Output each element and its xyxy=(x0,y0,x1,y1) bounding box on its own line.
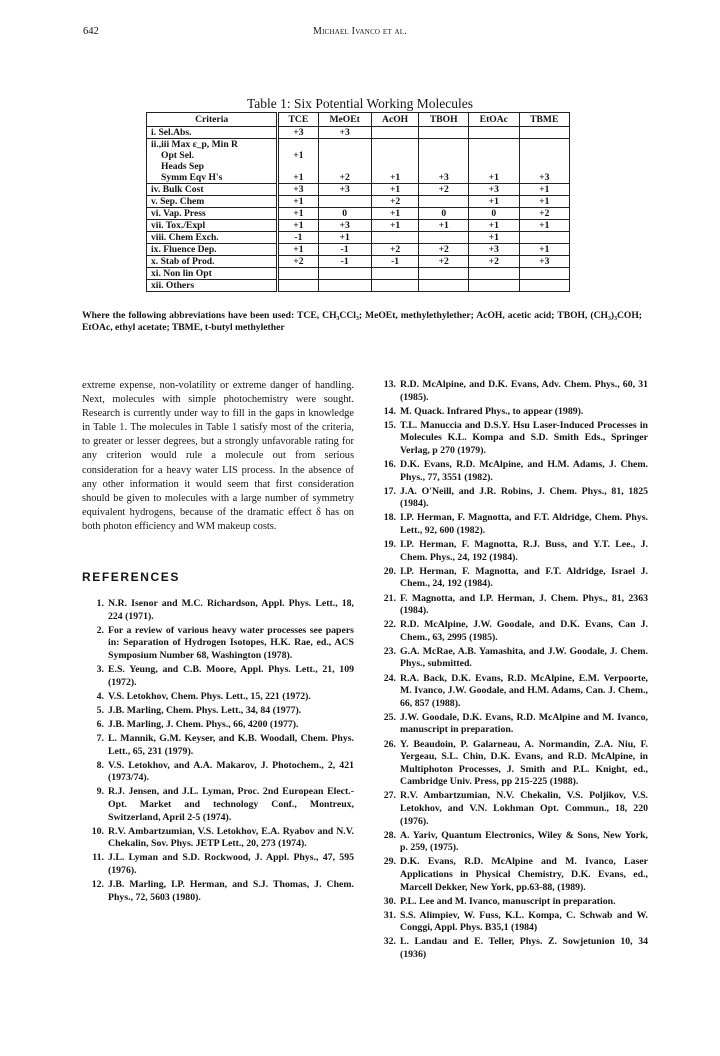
reference-text: V.S. Letokhov, Chem. Phys. Lett., 15, 221 (1972). xyxy=(108,690,311,702)
value-cell xyxy=(519,127,569,139)
value-cell: +3 xyxy=(318,184,371,196)
reference-number: 24. xyxy=(383,672,396,684)
value-cell xyxy=(519,268,569,280)
table-row xyxy=(147,208,570,220)
value-cell: +1 xyxy=(419,220,469,232)
value-cell xyxy=(278,280,318,292)
value-cell xyxy=(469,161,519,172)
value-cell: +3 xyxy=(318,220,371,232)
table-row xyxy=(147,127,570,139)
left-column xyxy=(82,379,354,906)
reference-item xyxy=(374,486,648,511)
reference-number: 20. xyxy=(383,565,396,577)
value-cell xyxy=(371,139,419,151)
value-cell: +3 xyxy=(519,172,569,184)
reference-item xyxy=(82,879,354,904)
body-paragraph: extreme expense, non-volatility or extreme danger of handling. Next, molecules with simple photochemistry were sought. Research is currently under way to fill in the gaps in knowledge in Table 1. The molecules in Table 1 satisfy most of the criteria, to greater or lesser degrees, but a strongly unfavorable rating for any criterion would rule a molecule out from serious consideration for a heavy water LIS process. In the absence of any other information it would seem that first consideration should be given to molecules with a large number of symmetry equivalent hydrogens, because of the dramatic effect δ has on both photon efficiency and WM makeup costs. xyxy=(82,380,354,532)
table-row xyxy=(147,268,570,280)
reference-number: 23. xyxy=(383,645,396,657)
reference-text: L. Mannik, G.M. Keyser, and K.B. Woodall, Chem. Phys. Lett., 65, 231 (1979). xyxy=(108,733,354,757)
value-cell: +2 xyxy=(519,208,569,220)
reference-number: 28. xyxy=(383,829,396,841)
reference-text: J.W. Goodale, D.K. Evans, R.D. McAlpine and M. Ivanco, manuscript in preparation. xyxy=(400,711,648,736)
reference-item xyxy=(374,896,648,909)
value-cell: +2 xyxy=(419,244,469,256)
reference-text: Y. Beaudoin, P. Galarneau, A. Normandin, Z.A. Niu, F. Yergeau, S.L. Chin, D.K. Evans, and R.D. McAlpine, in Multiphoton Processes, J. Smith and P.L. Knight, ed., Cambridge Univ. Press, pp 215-225 (1988). xyxy=(400,738,648,788)
value-cell xyxy=(371,268,419,280)
criteria-cell: vii. Tox./Expl xyxy=(147,220,278,232)
reference-text: G.A. McRae, A.B. Yamashita, and J.W. Goodale, J. Chem. Phys., submitted. xyxy=(400,645,648,670)
reference-text: I.P. Herman, F. Magnotta, and F.T. Aldridge, Chem. Phys. Lett., 92, 600 (1982). xyxy=(400,512,648,537)
reference-item xyxy=(82,852,354,877)
reference-item xyxy=(374,539,648,564)
table-row xyxy=(147,256,570,268)
reference-number: 25. xyxy=(383,711,396,723)
value-cell: +3 xyxy=(278,184,318,196)
value-cell: -1 xyxy=(278,232,318,244)
value-cell xyxy=(278,139,318,151)
table-header-row xyxy=(147,113,570,127)
reference-item xyxy=(82,705,354,718)
criteria-cell: Opt Sel. xyxy=(147,150,278,161)
value-cell: +3 xyxy=(318,127,371,139)
value-cell: +1 xyxy=(278,196,318,208)
value-cell: +2 xyxy=(371,196,419,208)
table-row xyxy=(147,172,570,184)
reference-number: 32. xyxy=(383,936,396,948)
value-cell xyxy=(318,150,371,161)
page-number: 642 xyxy=(83,26,99,37)
value-cell: +1 xyxy=(371,172,419,184)
reference-item xyxy=(374,459,648,484)
reference-item xyxy=(374,739,648,789)
reference-item xyxy=(82,826,354,851)
value-cell: +1 xyxy=(519,196,569,208)
value-cell: 0 xyxy=(469,208,519,220)
column-header: AcOH xyxy=(371,113,419,127)
reference-text: R.V. Ambartzumian, V.S. Letokhov, E.A. Ryabov and N.V. Chekalin, Sov. Phys. JETP Lett., 20, 273 (1974). xyxy=(108,825,354,850)
column-header: TBME xyxy=(519,113,569,127)
reference-number: 1. xyxy=(96,598,104,610)
reference-text: E.S. Yeung, and C.B. Moore, Appl. Phys. Lett., 21, 109 (1972). xyxy=(108,664,354,688)
reference-item xyxy=(82,760,354,785)
value-cell: +1 xyxy=(371,220,419,232)
value-cell xyxy=(278,268,318,280)
reference-text: R.D. McAlpine, and D.K. Evans, Adv. Chem. Phys., 60, 31 (1985). xyxy=(400,379,648,403)
reference-number: 6. xyxy=(96,718,104,730)
value-cell: +2 xyxy=(469,256,519,268)
value-cell: +1 xyxy=(469,232,519,244)
table-row xyxy=(147,232,570,244)
criteria-cell: x. Stab of Prod. xyxy=(147,256,278,268)
value-cell xyxy=(371,150,419,161)
reference-text: D.K. Evans, R.D. McAlpine and M. Ivanco, Laser Applications in Physical Chemistry, D.K. Evans, ed., Marcell Dekker, New York, pp.63-88, (1989). xyxy=(400,856,648,893)
reference-text: I.P. Herman, F. Magnotta, and F.T. Aldridge, Israel J. Chem., 24, 192 (1984). xyxy=(400,565,648,590)
criteria-table xyxy=(146,112,570,292)
reference-text: J.B. Marling, I.P. Herman, and S.J. Thomas, J. Chem. Phys., 72, 5603 (1980). xyxy=(108,879,354,903)
table-row xyxy=(147,184,570,196)
reference-item xyxy=(374,830,648,855)
reference-item xyxy=(374,566,648,591)
reference-number: 2. xyxy=(96,624,104,636)
criteria-cell: vi. Vap. Press xyxy=(147,208,278,220)
value-cell xyxy=(318,196,371,208)
reference-text: F. Magnotta, and I.P. Herman, J. Chem. Phys., 81, 2363 (1984). xyxy=(400,592,648,617)
column-header: EtOAc xyxy=(469,113,519,127)
reference-item xyxy=(82,719,354,732)
reference-number: 15. xyxy=(383,419,396,431)
reference-list-left xyxy=(82,598,354,904)
value-cell: +1 xyxy=(278,172,318,184)
reference-number: 26. xyxy=(383,738,396,750)
table-footnote: Where the following abbreviations have been used: TCE, CH₃CCl₃; MeOEt, methylethylether; AcOH, acetic acid; TBOH, (CH₃)₃COH; EtOAc, ethyl acetate; TBME, t-butyl methylether xyxy=(82,310,642,333)
reference-number: 18. xyxy=(383,512,396,524)
value-cell: +3 xyxy=(419,172,469,184)
reference-text: V.S. Letokhov, and A.A. Makarov, J. Photochem., 2, 421 (1973/74). xyxy=(108,759,354,784)
value-cell: +1 xyxy=(278,150,318,161)
value-cell: +1 xyxy=(278,208,318,220)
table-body xyxy=(147,127,570,292)
criteria-cell: v. Sep. Chem xyxy=(147,196,278,208)
reference-list-right xyxy=(374,379,648,962)
table-row xyxy=(147,150,570,161)
reference-text: P.L. Lee and M. Ivanco, manuscript in preparation. xyxy=(400,895,616,907)
value-cell: +1 xyxy=(371,184,419,196)
reference-number: 4. xyxy=(96,690,104,702)
reference-text: M. Quack. Infrared Phys., to appear (1989). xyxy=(400,405,584,417)
reference-number: 27. xyxy=(383,790,396,802)
reference-item xyxy=(82,733,354,758)
reference-number: 22. xyxy=(383,619,396,631)
value-cell xyxy=(318,139,371,151)
column-header: TBOH xyxy=(419,113,469,127)
reference-item xyxy=(374,379,648,404)
value-cell: +1 xyxy=(318,232,371,244)
value-cell xyxy=(419,280,469,292)
reference-text: A. Yariv, Quantum Electronics, Wiley & Sons, New York, p. 259, (1975). xyxy=(400,829,648,854)
criteria-cell: xii. Others xyxy=(147,280,278,292)
value-cell: +1 xyxy=(371,208,419,220)
reference-item xyxy=(374,936,648,961)
criteria-cell: viii. Chem Exch. xyxy=(147,232,278,244)
value-cell xyxy=(519,139,569,151)
value-cell: 0 xyxy=(419,208,469,220)
value-cell xyxy=(469,268,519,280)
value-cell: +1 xyxy=(469,220,519,232)
reference-item xyxy=(374,790,648,828)
reference-number: 29. xyxy=(383,856,396,868)
value-cell: -1 xyxy=(318,244,371,256)
table-row xyxy=(147,244,570,256)
value-cell xyxy=(419,161,469,172)
reference-text: N.R. Isenor and M.C. Richardson, Appl. Phys. Lett., 18, 224 (1971). xyxy=(108,598,354,622)
value-cell: +1 xyxy=(278,220,318,232)
running-head: Michael Ivanco et al. xyxy=(313,26,407,37)
reference-item xyxy=(82,691,354,704)
criteria-cell: iv. Bulk Cost xyxy=(147,184,278,196)
value-cell: -1 xyxy=(318,256,371,268)
reference-number: 17. xyxy=(383,485,396,497)
criteria-cell: ix. Fluence Dep. xyxy=(147,244,278,256)
reference-text: For a review of various heavy water processes see papers in: Separation of Hydrogen Isotopes, H.K. Rae, ed., ACS Symposium Number 68, Washington (1978). xyxy=(108,624,354,661)
value-cell xyxy=(519,280,569,292)
value-cell xyxy=(419,268,469,280)
value-cell: +1 xyxy=(278,244,318,256)
reference-text: J.B. Marling, J. Chem. Phys., 66, 4200 (1977). xyxy=(108,718,299,730)
criteria-cell: xi. Non lin Opt xyxy=(147,268,278,280)
reference-number: 7. xyxy=(96,733,104,745)
reference-number: 30. xyxy=(383,895,396,907)
reference-item xyxy=(374,420,648,458)
reference-number: 8. xyxy=(96,759,104,771)
value-cell: +3 xyxy=(278,127,318,139)
reference-text: S.S. Alimpiev, W. Fuss, K.L. Kompa, C. Schwab and W. Conggi, Appl. Phys. B35,1 (1984) xyxy=(400,909,648,934)
reference-text: T.L. Manuccia and D.S.Y. Hsu Laser-Induced Processes in Molecules K.L. Kompa and S.D. Smith Eds., Springer Verlag, p 270 (1979). xyxy=(400,419,648,456)
reference-item xyxy=(374,593,648,618)
criteria-cell: i. Sel.Abs. xyxy=(147,127,278,139)
reference-item xyxy=(374,856,648,894)
value-cell: +2 xyxy=(371,244,419,256)
value-cell xyxy=(371,127,419,139)
reference-item xyxy=(374,673,648,711)
reference-number: 11. xyxy=(92,852,104,864)
column-header-criteria: Criteria xyxy=(147,113,278,127)
reference-number: 19. xyxy=(383,539,396,551)
reference-text: R.A. Back, D.K. Evans, R.D. McAlpine, E.M. Verpoorte, M. Ivanco, J.W. Goodale, and H.M. Adams, Can. J. Chem., 66, 857 (1988). xyxy=(400,672,648,709)
value-cell: +2 xyxy=(419,184,469,196)
value-cell xyxy=(318,280,371,292)
table-caption: Table 1: Six Potential Working Molecules xyxy=(246,96,474,111)
reference-number: 31. xyxy=(383,909,396,921)
value-cell xyxy=(519,161,569,172)
reference-number: 16. xyxy=(383,459,396,471)
value-cell xyxy=(371,232,419,244)
value-cell xyxy=(469,127,519,139)
column-header: TCE xyxy=(278,113,318,127)
value-cell xyxy=(469,139,519,151)
reference-text: R.J. Jensen, and J.L. Lyman, Proc. 2nd European Elect.-Opt. Market and technology Conf., Montreux, Switzerland, April 2-5 (1974). xyxy=(108,786,354,823)
value-cell xyxy=(419,150,469,161)
reference-text: J.A. O'Neill, and J.R. Robins, J. Chem. Phys., 81, 1825 (1984). xyxy=(400,485,648,510)
reference-item xyxy=(374,512,648,537)
reference-text: R.V. Ambartzumian, N.V. Chekalin, V.S. Poljikov, V.S. Letokhov, and V.N. Lokhman Opt. Commun., 18, 220 (1976). xyxy=(400,790,648,827)
criteria-cell: Symm Eqv H's xyxy=(147,172,278,184)
value-cell xyxy=(419,139,469,151)
value-cell xyxy=(469,150,519,161)
reference-text: L. Landau and E. Teller, Phys. Z. Sowjetunion 10, 34 (1936) xyxy=(400,936,648,961)
value-cell: +1 xyxy=(519,184,569,196)
value-cell: 0 xyxy=(318,208,371,220)
table-row xyxy=(147,196,570,208)
value-cell: +3 xyxy=(469,244,519,256)
reference-number: 21. xyxy=(383,592,396,604)
table-row xyxy=(147,139,570,151)
value-cell xyxy=(469,280,519,292)
value-cell: +1 xyxy=(519,244,569,256)
reference-text: I.P. Herman, F. Magnotta, R.J. Buss, and Y.T. Lee., J. Chem. Phys., 24, 192 (1984). xyxy=(400,539,648,563)
reference-item xyxy=(374,406,648,419)
value-cell xyxy=(318,161,371,172)
reference-item xyxy=(374,910,648,935)
reference-text: R.D. McAlpine, J.W. Goodale, and D.K. Evans, Can J. Chem., 63, 2995 (1985). xyxy=(400,619,648,643)
reference-number: 10. xyxy=(91,825,104,837)
value-cell xyxy=(371,280,419,292)
right-column xyxy=(374,379,648,963)
table-row xyxy=(147,280,570,292)
value-cell xyxy=(419,232,469,244)
value-cell: +2 xyxy=(419,256,469,268)
value-cell: +2 xyxy=(278,256,318,268)
value-cell xyxy=(318,268,371,280)
value-cell xyxy=(371,161,419,172)
reference-item xyxy=(82,625,354,663)
value-cell xyxy=(278,161,318,172)
reference-text: J.B. Marling, Chem. Phys. Lett., 34, 84 (1977). xyxy=(108,704,302,716)
reference-number: 14. xyxy=(383,405,396,417)
reference-item xyxy=(82,786,354,824)
table-row xyxy=(147,161,570,172)
page-header xyxy=(0,24,720,44)
reference-number: 13. xyxy=(383,379,396,390)
reference-item xyxy=(374,646,648,671)
value-cell xyxy=(419,196,469,208)
reference-number: 5. xyxy=(96,704,104,716)
reference-text: D.K. Evans, R.D. McAlpine, and H.M. Adams, J. Chem. Phys., 77, 3551 (1982). xyxy=(400,459,648,483)
reference-text: J.L. Lyman and S.D. Rockwood, J. Appl. Phys., 47, 595 (1976). xyxy=(108,852,354,876)
value-cell: +2 xyxy=(318,172,371,184)
value-cell xyxy=(519,150,569,161)
column-header: MeOEt xyxy=(318,113,371,127)
value-cell: +1 xyxy=(519,220,569,232)
reference-item xyxy=(82,598,354,623)
reference-item xyxy=(374,619,648,644)
value-cell xyxy=(519,232,569,244)
value-cell: -1 xyxy=(371,256,419,268)
reference-number: 3. xyxy=(96,664,104,676)
value-cell: +1 xyxy=(469,196,519,208)
criteria-cell: Heads Sep xyxy=(147,161,278,172)
value-cell xyxy=(419,127,469,139)
value-cell: +3 xyxy=(519,256,569,268)
reference-number: 9. xyxy=(96,786,104,798)
references-heading: REFERENCES xyxy=(82,570,181,585)
reference-item xyxy=(82,664,354,689)
reference-number: 12. xyxy=(91,879,104,891)
criteria-cell: ii.,iii Max ε_p, Min R xyxy=(147,139,278,151)
reference-item xyxy=(374,712,648,737)
table-row xyxy=(147,220,570,232)
value-cell: +3 xyxy=(469,184,519,196)
value-cell: +1 xyxy=(469,172,519,184)
